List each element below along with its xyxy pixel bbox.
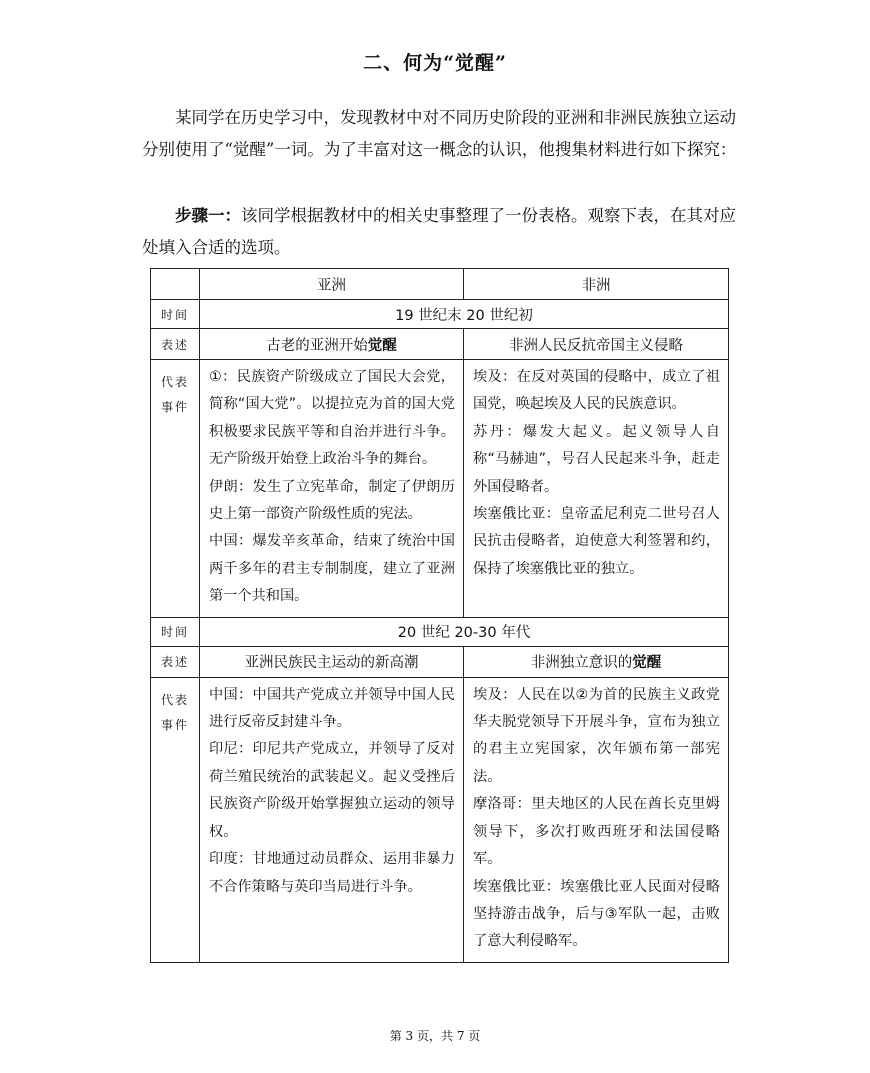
- period1-asia-desc-strong: 觉醒: [367, 337, 397, 354]
- period1-time-row: [151, 300, 729, 329]
- period1-africa-events: [464, 360, 729, 618]
- period2-asia-events: [200, 677, 464, 962]
- events-label: [151, 360, 200, 618]
- period1-africa-desc: 非洲人民反抗帝国主义侵略: [464, 329, 729, 360]
- event-item: 印尼：印尼共产党成立，并领导了反对荷兰殖民统治的武装起义。起义受挫后民族资产阶级开始掌握独立运动的领导权。: [209, 741, 455, 840]
- table-header-row: [151, 269, 729, 300]
- period1-time: 19 世纪末 20 世纪初: [200, 300, 729, 329]
- corner-cell: [151, 269, 200, 300]
- header-asia: 亚洲: [200, 269, 464, 300]
- event-item: 埃及：在反对英国的侵略中，成立了祖国党，唤起埃及人民的民族意识。: [473, 369, 720, 413]
- event-item: 中国：中国共产党成立并领导中国人民进行反帝反封建斗争。: [209, 686, 455, 731]
- desc-label: 表述: [151, 329, 200, 360]
- intro-paragraph: 某同学在历史学习中，发现教材中对不同历史阶段的亚洲和非洲民族独立运动分别使用了“觉醒”一词。为了丰富对这一概念的认识，他搜集材料进行如下探究：: [142, 108, 737, 159]
- events-label-line2: 事件: [160, 400, 189, 414]
- step1-label: 步骤一：: [175, 206, 241, 225]
- time-label: 时间: [151, 300, 200, 329]
- event-item: 摩洛哥：里夫地区的人民在酋长克里姆领导下，多次打败西班牙和法国侵略军。: [473, 796, 720, 868]
- event-item: 中国：爆发辛亥革命，结束了统治中国两千多年的君主专制制度，建立了亚洲第一个共和国。: [209, 533, 455, 605]
- period1-desc-row: [151, 329, 729, 360]
- events-label-line1: 代表: [160, 375, 189, 389]
- period1-events-row: [151, 360, 729, 618]
- time-label: 时间: [151, 617, 200, 646]
- period2-africa-events: [464, 677, 729, 962]
- period1-asia-desc: [200, 329, 464, 360]
- events-label-line2: 事件: [160, 717, 189, 732]
- period2-time: 20 世纪 20-30 年代: [200, 617, 729, 646]
- period2-desc-row: [151, 646, 729, 677]
- event-item: 埃及：人民在以②为首的民族主义政党华夫脱党领导下开展斗争，宣布为独立的君主立宪国家，次年颁布第一部宪法。: [473, 686, 720, 785]
- step1-text: 该同学根据教材中的相关史事整理了一份表格。观察下表，在其对应处填入合适的选项。: [142, 206, 736, 257]
- event-item: 印度：甘地通过动员群众、运用非暴力不合作策略与英印当局进行斗争。: [209, 851, 455, 895]
- period2-events-row: [151, 677, 729, 962]
- page-footer: 第 3 页，共 7 页: [389, 1029, 481, 1043]
- period2-africa-desc-text: 非洲独立意识的: [530, 655, 633, 672]
- period2-africa-desc-strong: 觉醒: [632, 655, 662, 672]
- events-label: [151, 677, 200, 962]
- period1-asia-desc-text: 古老的亚洲开始: [266, 337, 368, 354]
- desc-label: 表述: [151, 646, 200, 677]
- event-item: ①：民族资产阶级成立了国民大会党，简称“国大党”。以提拉克为首的国大党积极要求民族平等和自治并进行斗争。无产阶级开始登上政治斗争的舞台。: [209, 369, 455, 468]
- period2-time-row: [151, 617, 729, 646]
- period1-asia-events: [200, 360, 464, 618]
- event-item: 伊朗：发生了立宪革命，制定了伊朗历史上第一部资产阶级性质的宪法。: [209, 478, 455, 523]
- history-table: [150, 268, 729, 963]
- event-item: 埃塞俄比亚：皇帝孟尼利克二世号召人民抗击侵略者，迫使意大利签署和约，保持了埃塞俄比亚的独立。: [473, 506, 720, 577]
- header-africa: 非洲: [464, 269, 729, 300]
- event-item: 苏丹：爆发大起义。起义领导人自称“马赫迪”，号召人民起来斗争，赶走外国侵略者。: [473, 423, 720, 495]
- events-label-line1: 代表: [160, 692, 189, 707]
- period2-asia-desc: 亚洲民族民主运动的新高潮: [200, 646, 464, 677]
- step1-paragraph: [142, 200, 752, 264]
- section-title: 二、何为“觉醒”: [363, 52, 507, 74]
- period2-africa-desc: [464, 646, 729, 677]
- event-item: 埃塞俄比亚：埃塞俄比亚人民面对侵略坚持游击战争，后与③军队一起，击败了意大利侵略军。: [473, 878, 720, 950]
